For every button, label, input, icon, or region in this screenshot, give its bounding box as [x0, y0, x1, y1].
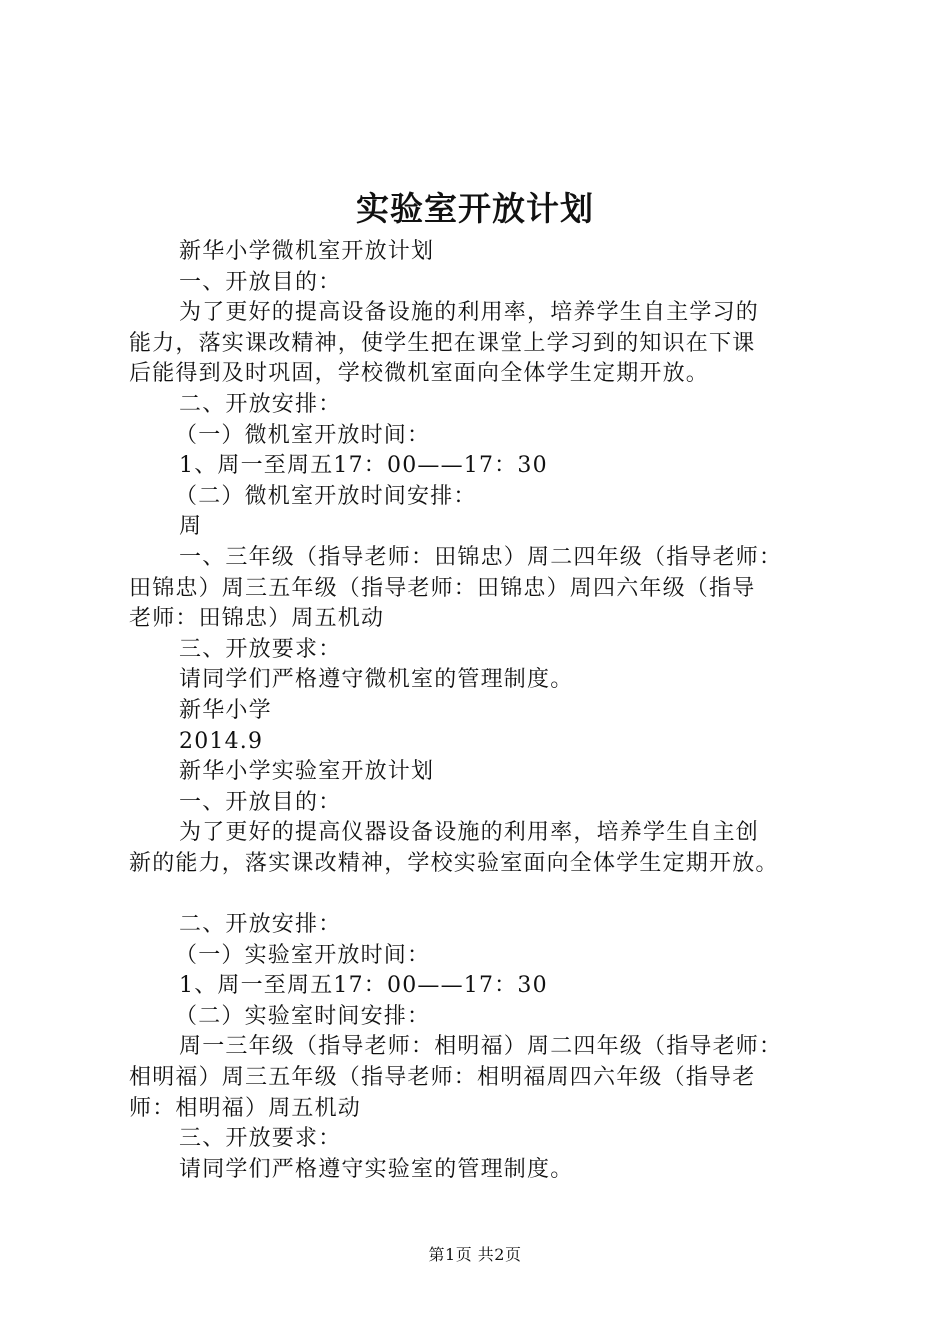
- paragraph-line: 新的能力，落实课改精神，学校实验室面向全体学生定期开放。: [129, 850, 779, 876]
- heading-arrangement: 二、开放安排：: [179, 391, 342, 417]
- schedule-time-line: 1、周一至周五17：00——17：30: [179, 453, 548, 479]
- paragraph-line: 为了更好的提高设备设施的利用率，培养学生自主学习的: [179, 300, 760, 326]
- paragraph-line: 为了更好的提高仪器设备设施的利用率，培养学生自主创: [179, 820, 760, 846]
- section-heading-computer-room: 新华小学微机室开放计划: [179, 239, 435, 264]
- subheading-open-time: （一）实验室开放时间：: [175, 942, 431, 968]
- blank-line: [129, 879, 850, 910]
- paragraph-line: 周: [179, 514, 203, 540]
- paragraph-line: 老师：田锦忠）周五机动: [129, 606, 385, 632]
- signature-school: 新华小学: [179, 697, 272, 723]
- page-footer: 第1页 共2页: [428, 1245, 522, 1264]
- paragraph-line: 请同学们严格遵守实验室的管理制度。: [179, 1156, 574, 1182]
- heading-purpose: 一、开放目的：: [179, 789, 342, 815]
- heading-requirements: 三、开放要求：: [179, 1126, 342, 1152]
- heading-requirements: 三、开放要求：: [179, 636, 342, 662]
- paragraph-line: 周一三年级（指导老师：相明福）周二四年级（指导老师：: [179, 1034, 783, 1060]
- section-heading-lab: 新华小学实验室开放计划: [179, 759, 435, 785]
- document-title: 实验室开放计划: [356, 189, 594, 228]
- subheading-time-arrangement: （二）微机室开放时间安排：: [175, 483, 477, 509]
- paragraph-line: 相明福）周三五年级（指导老师：相明福周四六年级（指导老: [129, 1065, 756, 1091]
- heading-arrangement: 二、开放安排：: [179, 912, 342, 938]
- paragraph-line: 一、三年级（指导老师：田锦忠）周二四年级（指导老师：: [179, 544, 783, 570]
- heading-purpose: 一、开放目的：: [179, 269, 342, 295]
- paragraph-line: 后能得到及时巩固，学校微机室面向全体学生定期开放。: [129, 361, 710, 387]
- paragraph-line: 请同学们严格遵守微机室的管理制度。: [179, 667, 574, 693]
- subheading-time-arrangement: （二）实验室时间安排：: [175, 1003, 431, 1029]
- paragraph-line: 师：相明福）周五机动: [129, 1095, 362, 1121]
- subheading-open-time: （一）微机室开放时间：: [175, 422, 431, 448]
- paragraph-line: 田锦忠）周三五年级（指导老师：田锦忠）周四六年级（指导: [129, 575, 756, 601]
- signature-date: 2014.9: [179, 728, 264, 754]
- schedule-time-line: 1、周一至周五17：00——17：30: [179, 973, 548, 999]
- document-body: [129, 237, 850, 1185]
- paragraph-line: 能力，落实课改精神，使学生把在课堂上学习到的知识在下课: [129, 330, 756, 356]
